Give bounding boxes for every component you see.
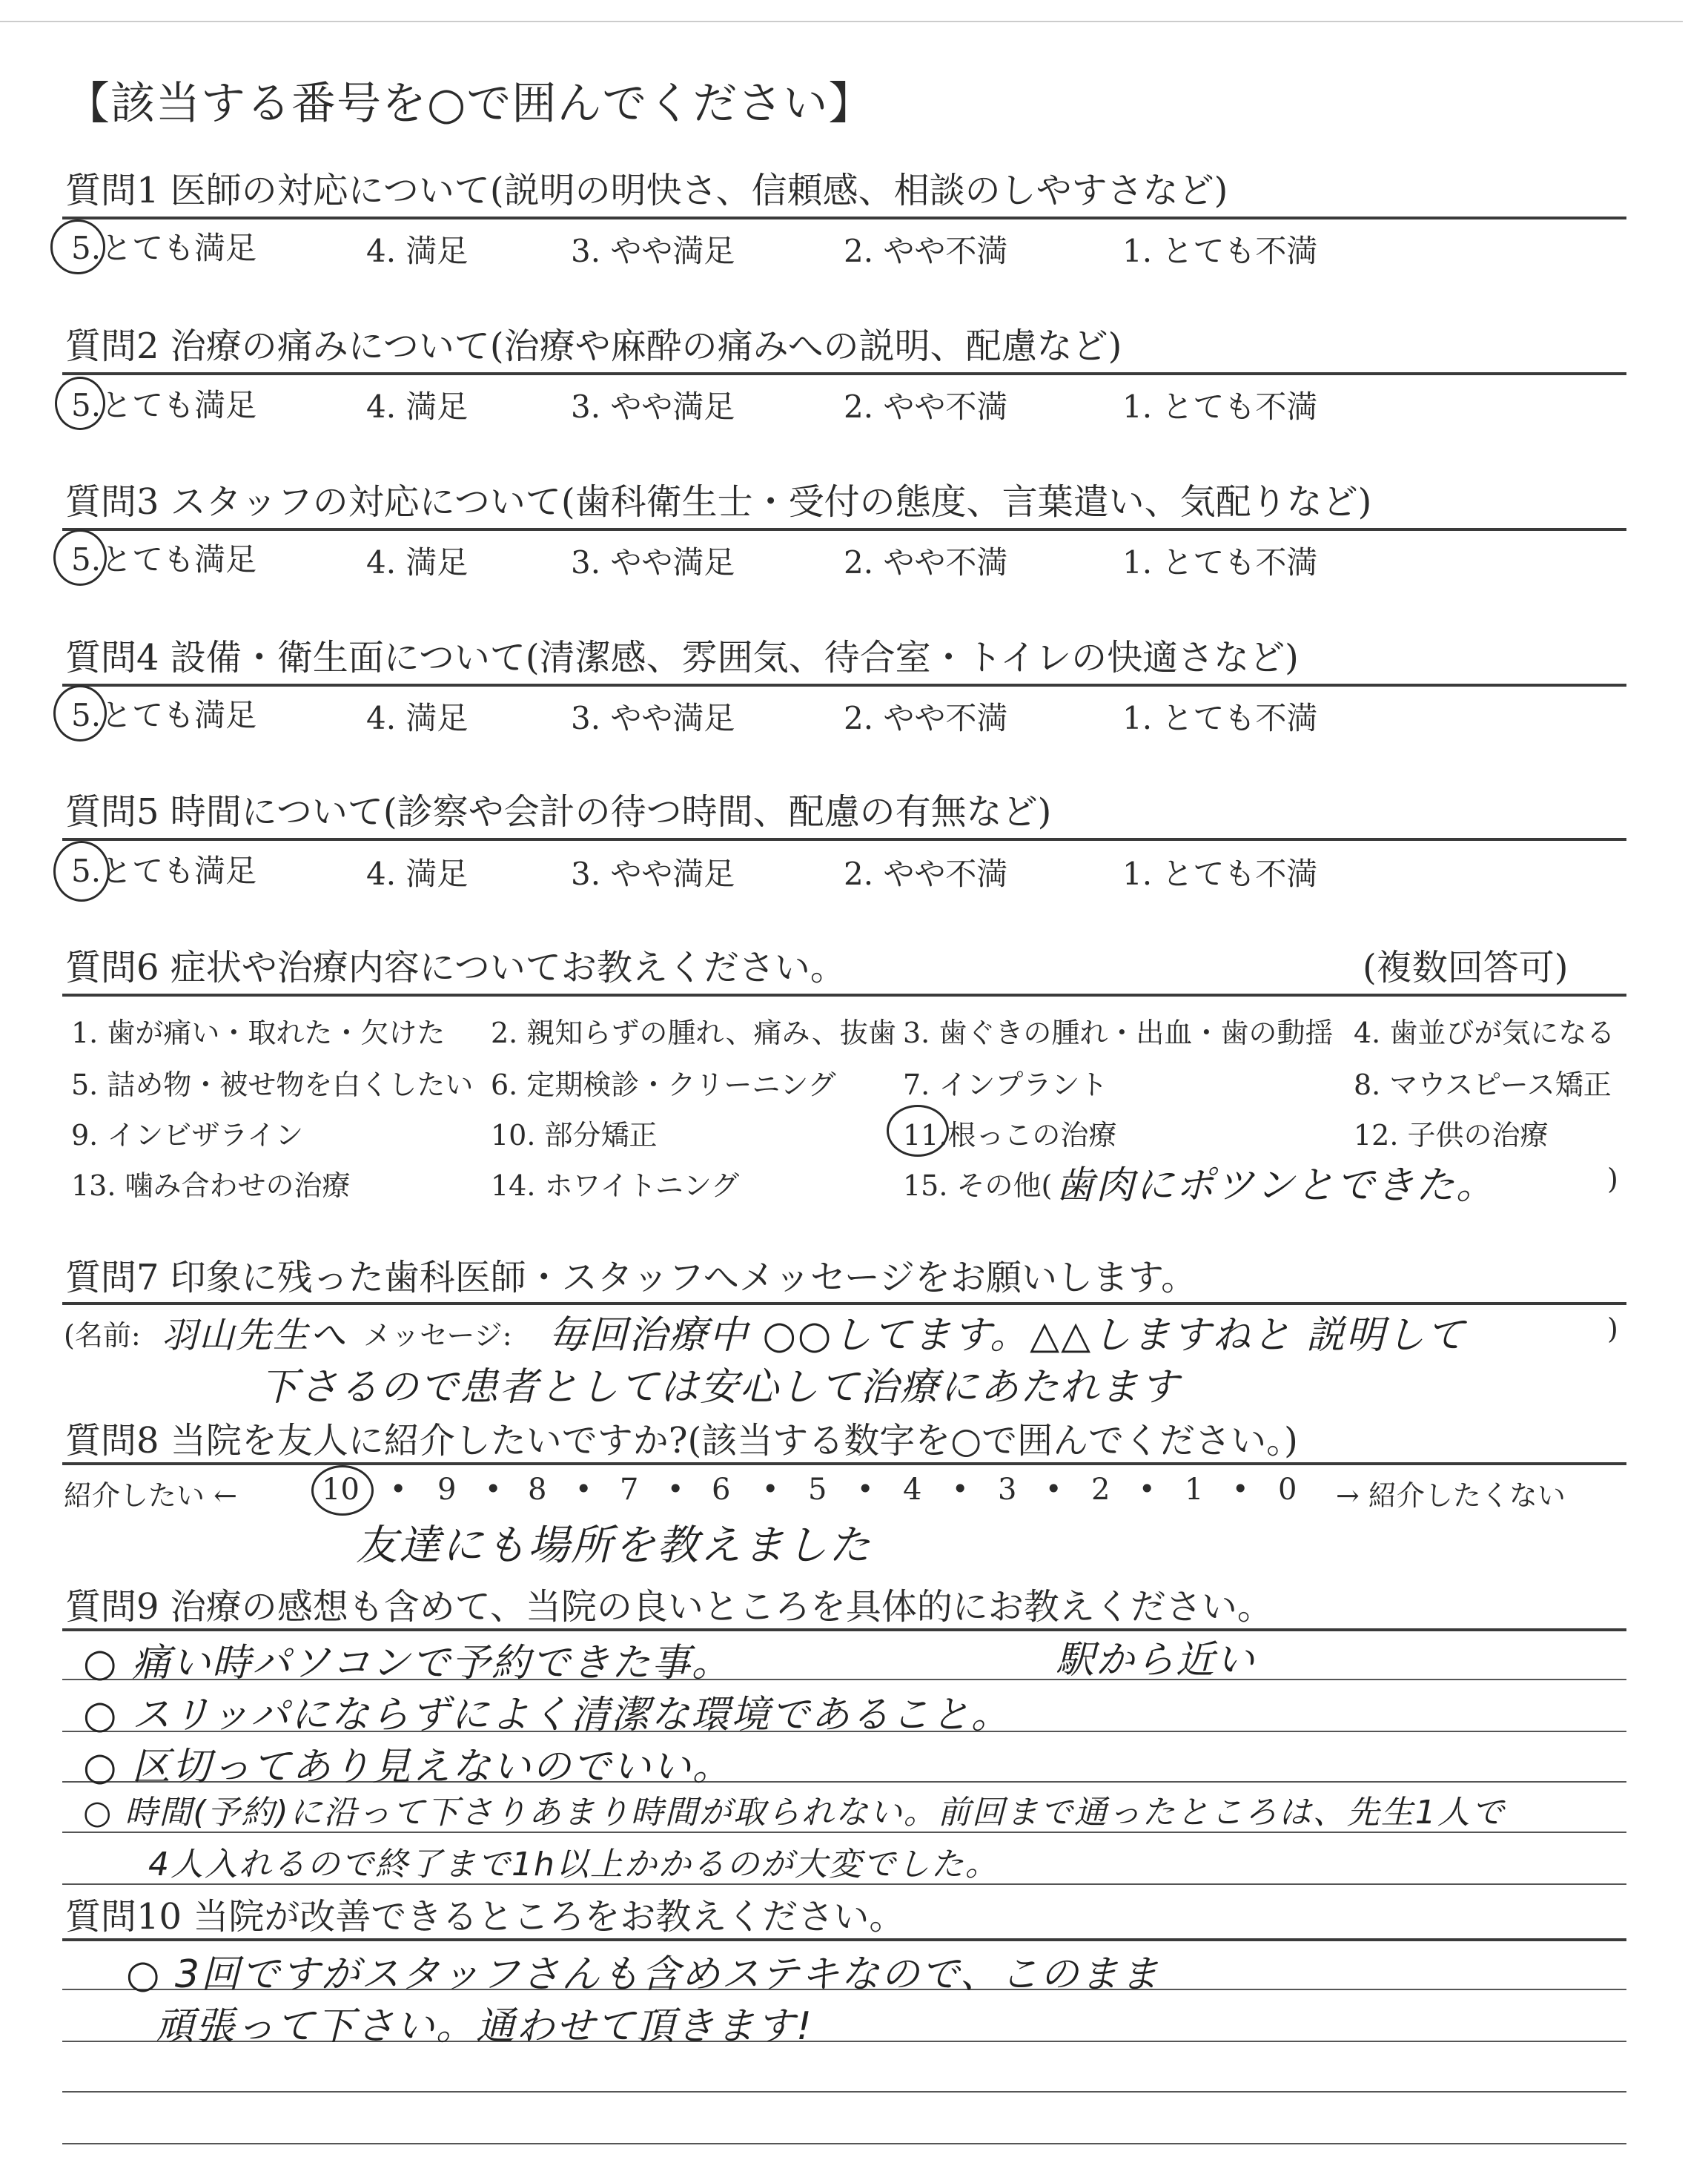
q8-scale-6[interactable]: 6: [712, 1473, 731, 1507]
q8-label: 質問8 当院を友人に紹介したいですか?(該当する数字を○で囲んでください。): [65, 1420, 1298, 1462]
q3-option-4[interactable]: 4. 満足: [366, 544, 469, 581]
q8-left-label: 紹介したい ←: [64, 1479, 237, 1512]
q2-option-1[interactable]: 1. とても不満: [1122, 389, 1318, 425]
q6-item-13[interactable]: 13. 噛み合わせの治療: [71, 1169, 351, 1202]
q8-comment[interactable]: 友達にも場所を教えました: [356, 1522, 872, 1570]
q8-right-label: → 紹介したくない: [1336, 1479, 1566, 1512]
q8-dot-6: •: [857, 1473, 874, 1505]
q1-option-2[interactable]: 2. やや不満: [844, 233, 1008, 269]
q8-scale-2[interactable]: 2: [1091, 1473, 1110, 1507]
q6-item-15[interactable]: 15. その他(: [903, 1169, 1053, 1202]
q4-selection-circle: [53, 685, 107, 742]
q8-rule: [62, 1462, 1626, 1465]
q6-item-15-close: ): [1607, 1163, 1618, 1195]
q3-option-2[interactable]: 2. やや不満: [844, 544, 1008, 581]
q1-option-1[interactable]: 1. とても不満: [1122, 233, 1318, 269]
q2-option-4[interactable]: 4. 満足: [366, 389, 469, 425]
q6-item-14[interactable]: 14. ホワイトニング: [491, 1169, 740, 1202]
q1-option-3[interactable]: 3. やや満足: [571, 233, 735, 269]
q8-scale-4[interactable]: 4: [903, 1473, 922, 1507]
q8-dot-9: •: [1139, 1473, 1156, 1505]
q8-dot-10: •: [1232, 1473, 1249, 1505]
q7-label: 質問7 印象に残った歯科医師・スタッフへメッセージをお願いします。: [65, 1257, 1197, 1298]
q4-label: 質問4 設備・衛生面について(清潔感、雰囲気、待合室・トイレの快適さなど): [65, 637, 1299, 678]
q1-option-4[interactable]: 4. 満足: [366, 233, 469, 269]
q6-item-12[interactable]: 12. 子供の治療: [1354, 1119, 1549, 1152]
q3-selection-circle: [53, 529, 107, 586]
q10-rule: [62, 1938, 1626, 1941]
q8-scale-1[interactable]: 1: [1185, 1473, 1204, 1507]
q2-option-5[interactable]: 5.とても満足: [71, 387, 257, 423]
q1-rule: [62, 217, 1626, 219]
q6-selection-circle-11: [887, 1105, 949, 1157]
q5-option-1[interactable]: 1. とても不満: [1122, 856, 1318, 892]
q8-dot-1: •: [390, 1473, 407, 1505]
q5-selection-circle: [53, 841, 110, 902]
q10-line-5: [62, 2143, 1626, 2144]
q9-answer-4[interactable]: ○ 時間(予約)に沿って下さりあまり時間が取られない。前回まで通ったところは、先生1人で: [83, 1794, 1506, 1832]
q7-name-label: (名前:: [64, 1319, 141, 1352]
q6-item-5[interactable]: 5. 詰め物・被せ物を白くしたい: [71, 1069, 474, 1101]
q4-rule: [62, 684, 1626, 687]
q8-dot-5: •: [762, 1473, 779, 1505]
q7-message-line-2[interactable]: 下さるので患者としては安心して治療にあたれます: [259, 1365, 1181, 1410]
q3-option-3[interactable]: 3. やや満足: [571, 544, 735, 581]
q6-item-1[interactable]: 1. 歯が痛い・取れた・欠けた: [71, 1017, 446, 1049]
q6-other-answer[interactable]: 歯肉にポツンとできた。: [1056, 1163, 1497, 1208]
q10-answer-2[interactable]: 頑張って下さい。通わせて頂きます!: [156, 2004, 813, 2049]
q8-scale-9[interactable]: 9: [437, 1473, 457, 1507]
q5-option-3[interactable]: 3. やや満足: [571, 856, 735, 892]
q4-option-3[interactable]: 3. やや満足: [571, 700, 735, 736]
q2-selection-circle: [55, 377, 105, 430]
q2-label: 質問2 治療の痛みについて(治療や麻酔の痛みへの説明、配慮など): [65, 326, 1122, 367]
q1-option-5[interactable]: 5.とても満足: [71, 230, 257, 266]
q4-option-2[interactable]: 2. やや不満: [844, 700, 1008, 736]
q4-option-5[interactable]: 5.とても満足: [71, 697, 257, 733]
q9-answer-1[interactable]: ○ 痛い時パソコンで予約できた事。: [83, 1641, 732, 1685]
q6-item-7[interactable]: 7. インプラント: [903, 1069, 1108, 1101]
q6-item-2[interactable]: 2. 親知らずの腫れ、痛み、抜歯: [491, 1017, 896, 1049]
q3-option-1[interactable]: 1. とても不満: [1122, 544, 1318, 581]
q9-answer-3[interactable]: ○ 区切ってあり見えないのでいい。: [83, 1745, 732, 1789]
q8-dot-2: •: [485, 1473, 502, 1505]
q8-selection-circle: [311, 1465, 374, 1516]
q10-label: 質問10 当院が改善できるところをお教えください。: [65, 1896, 905, 1938]
q3-option-5[interactable]: 5.とても満足: [71, 541, 257, 578]
q7-close: ): [1607, 1312, 1618, 1345]
q7-message-label: メッセージ:: [363, 1319, 512, 1352]
q1-selection-circle: [50, 219, 105, 274]
q2-rule: [62, 372, 1626, 375]
q7-message-line-1[interactable]: 毎回治療中 ○○してます。△△しますねと 説明して: [549, 1313, 1466, 1358]
q3-label: 質問3 スタッフの対応について(歯科衛生士・受付の態度、言葉遣い、気配りなど): [65, 481, 1372, 523]
q6-item-8[interactable]: 8. マウスピース矯正: [1354, 1069, 1612, 1101]
q6-item-9[interactable]: 9. インビザライン: [71, 1119, 304, 1152]
q6-item-4[interactable]: 4. 歯並びが気になる: [1354, 1017, 1615, 1049]
q5-option-4[interactable]: 4. 満足: [366, 856, 469, 892]
q8-scale-5[interactable]: 5: [808, 1473, 827, 1507]
q9-answer-1b[interactable]: 駅から近い: [1056, 1638, 1257, 1682]
q8-scale-7[interactable]: 7: [620, 1473, 639, 1507]
q6-item-10[interactable]: 10. 部分矯正: [491, 1119, 658, 1152]
q9-label: 質問9 治療の感想も含めて、当院の良いところを具体的にお教えください。: [65, 1586, 1273, 1628]
q4-option-1[interactable]: 1. とても不満: [1122, 700, 1318, 736]
q8-scale-10[interactable]: 10: [322, 1473, 360, 1507]
q10-answer-1[interactable]: ○ 3回ですがスタッフさんも含めステキなので、このまま: [126, 1952, 1160, 1997]
q7-name-value[interactable]: 羽山先生へ: [162, 1315, 348, 1356]
q9-answer-5[interactable]: 4人入れるので終了まで1h以上かかるのが大変でした。: [148, 1846, 999, 1883]
q1-label: 質問1 医師の対応について(説明の明快さ、信頼感、相談のしやすさなど): [65, 170, 1228, 211]
q2-option-2[interactable]: 2. やや不満: [844, 389, 1008, 425]
q6-item-3[interactable]: 3. 歯ぐきの腫れ・出血・歯の動揺: [903, 1017, 1334, 1049]
q5-option-2[interactable]: 2. やや不満: [844, 856, 1008, 892]
q6-item-6[interactable]: 6. 定期検診・クリーニング: [491, 1069, 836, 1101]
q5-label: 質問5 時間について(診察や会計の待つ時間、配慮の有無など): [65, 791, 1052, 833]
q2-option-3[interactable]: 3. やや満足: [571, 389, 735, 425]
q3-rule: [62, 528, 1626, 531]
q9-answer-2[interactable]: ○ スリッパにならずによく清潔な環境であること。: [83, 1693, 1011, 1737]
q6-multiple-note: (複数回答可): [1363, 947, 1569, 988]
q8-scale-0[interactable]: 0: [1278, 1473, 1297, 1507]
q5-rule: [62, 838, 1626, 841]
page-title: 【該当する番号を○で囲んでください】: [65, 78, 874, 130]
q8-scale-8[interactable]: 8: [528, 1473, 547, 1507]
q5-option-5[interactable]: 5.とても満足: [71, 853, 257, 889]
q8-dot-4: •: [667, 1473, 684, 1505]
q4-option-4[interactable]: 4. 満足: [366, 700, 469, 736]
q6-rule: [62, 994, 1626, 997]
q10-line-4: [62, 2091, 1626, 2093]
q8-dot-8: •: [1045, 1473, 1062, 1505]
q6-item-11[interactable]: 11.根っこの治療: [903, 1119, 1117, 1152]
q8-dot-7: •: [952, 1473, 969, 1505]
q6-label: 質問6 症状や治療内容についてお教えください。: [65, 947, 846, 988]
q8-scale-3[interactable]: 3: [998, 1473, 1017, 1507]
q8-dot-3: •: [575, 1473, 592, 1505]
scan-top-edge: [0, 21, 1683, 22]
